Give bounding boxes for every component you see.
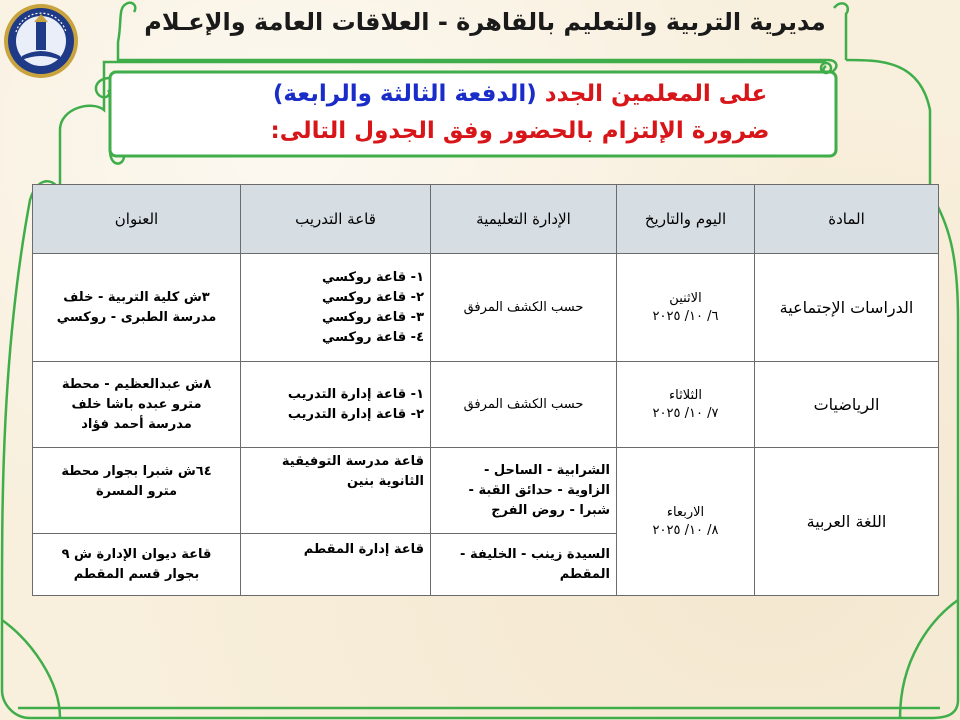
date-label: ٦/ ١٠/ ٢٠٢٥	[652, 308, 719, 324]
address-line: ٦٤ش شبرا بجوار محطة	[61, 464, 212, 479]
admin-line: المقطم	[559, 566, 610, 582]
admin-line: السيدة زينب - الخليفة -	[460, 546, 610, 562]
header-address: العنوان	[33, 185, 241, 254]
announcement-highlight: (الدفعة الثالثة والرابعة)	[272, 81, 537, 107]
hall-line: الثانوية بنين	[346, 474, 424, 489]
subject-cell: الرياضيات	[755, 362, 939, 448]
admin-cell: حسب الكشف المرفق	[431, 362, 617, 448]
table-row	[33, 448, 939, 534]
hall-line: قاعة إدارة المقطم	[303, 542, 424, 557]
table-header-row	[33, 185, 939, 254]
hall-cell	[241, 254, 431, 362]
day-label: الاربعاء	[666, 504, 705, 520]
address-line: بجوار قسم المقطم	[73, 566, 200, 582]
date-cell	[617, 448, 755, 596]
hall-cell	[241, 362, 431, 448]
announcement-box	[200, 76, 840, 156]
address-line: مدرسة أحمد فؤاد	[81, 416, 192, 432]
address-line: مترو عبده باشا خلف	[71, 396, 202, 412]
admin-line: الزاوية - حدائق القبة -	[468, 482, 610, 498]
announcement-line-2: ضرورة الإلتزام بالحضور وفق الجدول التالى:	[270, 118, 770, 144]
day-label: الاثنين	[669, 290, 702, 306]
address-cell	[33, 448, 241, 534]
day-label: الثلاثاء	[669, 387, 702, 403]
address-line: قاعة ديوان الإدارة ش ٩	[61, 546, 212, 562]
hall-line: ١- قاعة إدارة التدريب	[287, 386, 424, 402]
address-line: مدرسة الطبرى - روكسي	[56, 309, 217, 325]
date-cell	[617, 254, 755, 362]
address-cell	[33, 534, 241, 596]
hall-cell	[241, 534, 431, 596]
schedule-table	[32, 184, 939, 596]
admin-line: الشرابية - الساحل -	[484, 462, 610, 478]
address-cell	[33, 254, 241, 362]
date-cell	[617, 362, 755, 448]
header-admin: الإدارة التعليمية	[431, 185, 617, 254]
header-subject: المادة	[755, 185, 939, 254]
hall-cell	[241, 448, 431, 534]
admin-line: شبرا - روض الفرج	[491, 502, 610, 518]
hall-line: ٤- قاعة روكسي	[321, 329, 424, 345]
announcement-prefix: على المعلمين الجدد	[544, 81, 768, 107]
admin-cell: حسب الكشف المرفق	[431, 254, 617, 362]
table-row	[33, 254, 939, 362]
admin-cell	[431, 448, 617, 534]
hall-line: ٢- قاعة إدارة التدريب	[287, 406, 424, 422]
date-label: ٧/ ١٠/ ٢٠٢٥	[652, 405, 719, 421]
subject-cell: اللغة العربية	[755, 448, 939, 596]
hall-line: ١- قاعة روكسي	[321, 269, 424, 285]
address-line: مترو المسرة	[95, 484, 178, 499]
directorate-logo-icon	[2, 2, 80, 80]
hall-line: ٢- قاعة روكسي	[321, 289, 424, 305]
header-hall: قاعة التدريب	[241, 185, 431, 254]
address-line: ٨ش عبدالعظيم - محطة	[61, 376, 212, 392]
hall-line: قاعة مدرسة التوفيقية	[281, 454, 424, 469]
announcement-line-1	[200, 76, 840, 112]
subject-cell: الدراسات الإجتماعية	[755, 254, 939, 362]
address-cell	[33, 362, 241, 448]
address-line: ٣ش كلية التربية - خلف	[63, 289, 210, 305]
date-label: ٨/ ١٠/ ٢٠٢٥	[652, 522, 719, 538]
table-row	[33, 362, 939, 448]
page-title: مديرية التربية والتعليم بالقاهرة - العلاقات العامة والإعـلام	[144, 8, 826, 36]
header-day-date: اليوم والتاريخ	[617, 185, 755, 254]
admin-cell	[431, 534, 617, 596]
hall-line: ٣- قاعة روكسي	[321, 309, 424, 325]
